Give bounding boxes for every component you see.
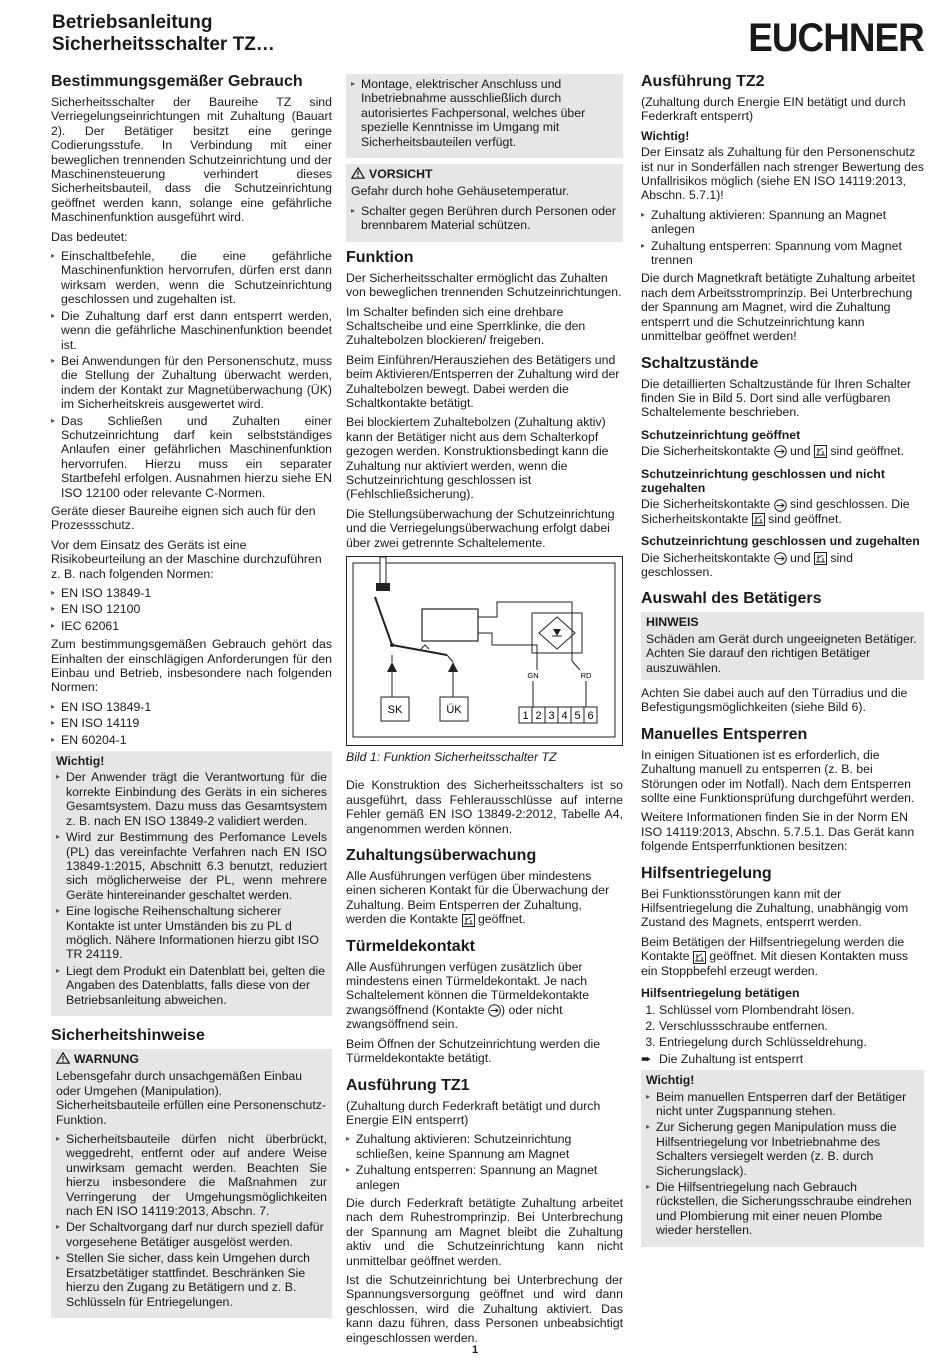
warning-box [51,1049,332,1318]
list-item: ▸ EN 60204-1 [51,733,332,747]
paragraph: Zum bestimmungsgemäßen Gebrauch gehört das Einhalten der einschlägigen Anforderungen für den Einbau und Betrieb, insbesondere nach folgenden Normen: [51,637,332,695]
list-item: ▸ Das Schließen und Zuhalten einer Schutzeinrichtung darf kein selbstständiges Anlaufen einer gefährlichen Maschinenfunktion hervorrufen. Hierzu muss ein separater Startbefehl erfolgen. Ausnahmen hierzu siehe EN ISO 12100 oder relevante C-Normen. [51,414,332,500]
gn-label: GN [527,671,539,681]
column-3 [641,68,924,1253]
document-title-line2: Sicherheitsschalter TZ… [52,34,275,55]
paragraph: Der Einsatz als Zuhaltung für den Personenschutz ist nur in Sonderfällen nach strenger Bewertung des Unfallrisikos möglich (siehe EN ISO 14119:2013, Abschn. 5.7.1)! [641,145,924,203]
lock-contact-symbol-icon [693,951,706,964]
heading-sicherheitshinweise: Sicherheitshinweise [51,1026,205,1044]
subheading-schutzeinrichtung-zugehalten: Schutzeinrichtung geschlossen und zugehalten [641,534,920,549]
subheading-hilfsentriegelung-betaetigen: Hilfsentriegelung betätigen [641,986,800,1001]
lock-contact-symbol-icon [814,552,827,565]
figure-caption: Bild 1: Funktion Sicherheitsschalter TZ [346,750,557,765]
positive-opening-symbol-icon [774,552,787,565]
paragraph: Weitere Informationen finden Sie in der Norm EN ISO 14119:2013, Abschn. 5.7.5.1. Das Gerät kann folgende Entsperrfunktionen besitzen: [641,810,915,854]
bullet-list [346,1132,623,1192]
euchner-logo: EUCHNER [748,16,924,60]
bullet-list [51,586,332,633]
list-item: ▸ EN ISO 13849-1 [51,700,332,714]
step-item: 1. Schlüssel vom Plombendraht lösen. [659,1003,924,1017]
heading-ausfuehrung-tz1: Ausführung TZ1 [346,1076,470,1094]
list-item: ▸ Eine logische Reihenschaltung sicherer Kontakte ist unter Umständen bis zu PL d möglich. Nähere Informationen hierzu gibt ISO TR 24119. [56,904,327,962]
list-item: ▸ Zuhaltung entsperren: Spannung an Magnet anlegen [346,1163,623,1192]
bullet-list [351,77,618,149]
positive-opening-symbol-icon [774,499,787,512]
document-title-line1: Betriebsanleitung [52,12,213,33]
list-item: ▸ Wird zur Bestimmung des Perfomance Levels (PL) das vereinfachte Verfahren nach EN ISO 13849-1:2015, Abschnitt 6.3 benutzt, reduziert sich möglicherweise der PL, wenn mehrere Geräte hintereinander geschaltet werden. [56,830,327,902]
bullet-list [646,1090,919,1238]
warning-title: WARNUNG [74,1051,139,1066]
list-item: ▸ EN ISO 14119 [51,716,332,730]
paragraph: Sicherheitsschalter der Baureihe TZ sind Verriegelungseinrichtungen mit Zuhaltung (Bauart 2). Der Betätiger besitzt eine geringe Codierungsstufe. In Verbindung mit einer beweglichen trennenden Schutzeinrichtung und der Maschinensteuerung verhindert dieses Sicherheitsbauteil, dass die Schutzeinrichtung geöffnet werden kann, solange eine gefährliche Maschinenfunktion ausgeführt wird. [51,95,332,225]
list-item: ▸ EN ISO 12100 [51,602,332,616]
heading-manuelles-entsperren: Manuelles Entsperren [641,725,808,743]
paragraph: Der Sicherheitsschalter ermöglicht das Zuhalten von beweglichen trennenden Schutzeinrichtungen. [346,270,622,300]
paragraph: Ist die Schutzeinrichtung bei Unterbrechung der Spannungsversorgung geöffnet und wird dann geschlossen, wird die Zuhaltung aktiviert. Das kann dazu führen, dass Personen unbeabsichtigt eingeschlossen werden. [346,1272,623,1345]
list-item: ▸ Zuhaltung aktivieren: Schutzeinrichtung schließen, keine Spannung am Magnet [346,1132,623,1161]
step-item: 2. Verschlussschraube entfernen. [659,1019,924,1033]
paragraph: Die durch Magnetkraft betätigte Zuhaltung arbeitet nach dem Arbeitsstromprinzip. Bei Unterbrechung der Spannung am Magnet, wird die Zuhaltung entsperrt und die Schutzeinrichtung kann unmittelbar geöffnet werden! [641,271,916,344]
terminal-label: 6 [587,710,594,723]
paragraph: Die Konstruktion des Sicherheitsschalters ist so ausgeführt, dass Fehlerausschlüsse auf interne Fehler gemäß EN ISO 13849-2:2012, Tabelle A4, angenommen werden können. [346,778,623,836]
bullet-list [51,700,332,747]
paragraph: Lebensgefahr durch unsachgemäßen Einbau oder Umgehen (Manipulation). Sicherheitsbauteile erfüllen eine Personenschutz-Funktion. [56,1069,327,1127]
paragraph: Die Sicherheitskontakte sind geschlossen. Die Sicherheitskontakte sind geöffnet. [641,497,910,526]
uk-label: ÜK [446,704,462,717]
paragraph: Die Sicherheitskontakte und sind geöffnet. [641,444,905,459]
bullet-list [641,208,924,268]
rd-label: RD [580,671,592,681]
caution-box [346,164,623,242]
list-item: ▸ Stellen Sie sicher, dass kein Umgehen durch Ersatzbetätiger stattfindet. Beschränken Sie hierzu den Zugang zu Betätigern und z. B. Schlüsseln für Entriegelungen. [56,1251,327,1309]
list-item: ▸ Die Hilfsentriegelung nach Gebrauch rückstellen, die Sicherungsschraube eindrehen und Plombierung mit einer neuen Plombe wieder herstellen. [646,1180,919,1238]
list-item: ▸ Einschaltbefehle, die eine gefährliche Maschinenfunktion hervorrufen, dürfen erst dann wirksam werden, wenn die Schutzeinrichtung geschlossen und zugehalten ist. [51,249,332,307]
paragraph: Alle Ausführungen verfügen über mindestens einen sicheren Kontakt für die Überwachung der Zuhaltung. Beim Entsperren der Zuhaltung, werden die Kontakte geöffnet. [346,869,610,927]
list-item: ▸ Montage, elektrischer Anschluss und Inbetriebnahme ausschließlich durch autorisiertes Fachpersonal, welches über spezielle Kenntnisse im Umgang mit Sicherheitsbauteilen verfügt. [351,77,618,149]
lock-contact-symbol-icon [752,513,765,526]
bullet-list [351,204,618,233]
paragraph: Geräte dieser Baureihe eignen sich auch für den Prozessschutz. [51,503,316,533]
paragraph: Alle Ausführungen verfügen zusätzlich über mindestens einen Türmeldekontakt. Je nach Schaltelement können die Türmeldekontakte zwangsöffnend (Kontakte ) oder nicht zwangsöffnend sein. [346,959,590,1032]
lock-contact-symbol-icon [814,445,827,458]
paragraph: Schäden am Gerät durch ungeeigneten Betätiger. Achten Sie darauf den richtigen Betätiger auszuwählen. [646,631,917,675]
paragraph: Beim Öffnen der Schutzeinrichtung werden die Türmeldekontakte betätigt. [346,1036,601,1066]
paragraph: Bei Funktionsstörungen kann mit der Hilfsentriegelung die Zuhaltung, unabhängig vom Zustand des Magnets, entsperrt werden. [641,886,909,930]
lock-contact-symbol-icon [462,914,475,927]
list-item: ▸ Sicherheitsbauteile dürfen nicht überbrückt, weggedreht, entfernt oder auf andere Weise unwirksam gemacht werden. Beachten Sie hierzu insbesondere die Maßnahmen zur Verringerung der Umgehungsmöglichkeiten nach EN ISO 14119:2013, Abschn. 7. [56,1132,327,1218]
list-item: ▸ Zur Sicherung gegen Manipulation muss die Hilfsentriegelung vor Inbetriebnahme des Schalters versiegelt werden (z. B. durch Sicherungslack). [646,1120,919,1178]
paragraph: Beim Betätigen der Hilfsentriegelung werden die Kontakte geöffnet. Mit diesen Kontakten muss ein Stoppbefehl erzeugt werden. [641,934,909,978]
terminal-label: 5 [574,710,581,723]
heading-hilfsentriegelung: Hilfsentriegelung [641,864,772,882]
important-note-title: Wichtig! [56,754,105,769]
page-number: 1 [471,1344,479,1356]
paragraph: Bei blockiertem Zuhaltebolzen (Zuhaltung aktiv) kann der Betätiger nicht aus dem Schalterkopf gezogen werden. Konstruktionsbedingt kann die Zuhaltung nur aktiviert werden, wenn die Schutzeinrichtung geschlossen ist (Fehlschließsicherung). [346,415,609,502]
terminal-label: 1 [522,710,529,723]
notice-title: HINWEIS [646,615,699,630]
column-2 [346,74,623,1350]
paragraph: In einigen Situationen ist es erforderlich, die Zuhaltung manuell zu entsperren (z. B. bei Störungen oder im Notfall). Nach dem Entsperren sollte eine Funktionsprüfung durchgeführt werden. [641,747,915,806]
paragraph: Achten Sie dabei auch auf den Türradius und die Befestigungsmöglichkeiten (siehe Bild 6). [641,686,908,715]
list-item: ▸ IEC 62061 [51,619,332,633]
function-diagram [346,556,623,746]
warning-triangle-icon [56,1052,70,1067]
bullet-list [56,770,327,1007]
heading-bestimmungsgemaesser-gebrauch: Bestimmungsgemäßer Gebrauch [51,73,303,90]
list-item: ▸ Beim manuellen Entsperren darf der Betätiger nicht unter Zugspannung stehen. [646,1090,919,1119]
steps-list [641,1003,924,1050]
list-item: ▸ Der Anwender trägt die Verantwortung für die korrekte Einbindung des Geräts in ein sicheres Gesamtsystem. Dazu muss das Gesamtsystem z. B. nach EN ISO 13849-2 validiert werden. [56,770,327,828]
paragraph: Die durch Federkraft betätigte Zuhaltung arbeitet nach dem Ruhestromprinzip. Bei Unterbrechung der Spannung am Magnet bleibt die Zuhaltung aktiv und die Schutzeinrichtung kann nicht unmittelbar geöffnet werden. [346,1195,623,1268]
important-note-title: Wichtig! [646,1073,695,1088]
paragraph: (Zuhaltung durch Energie EIN betätigt und durch Federkraft entsperrt) [641,95,906,124]
list-item: ▸ EN ISO 13849-1 [51,586,332,600]
heading-zuhaltungsueberwachung: Zuhaltungsüberwachung [346,847,537,865]
paragraph: Das bedeutet: [51,229,128,244]
switch-schematic [347,557,622,745]
subheading-schutzeinrichtung-geschlossen: Schutzeinrichtung geschlossen und nicht zugehalten [641,466,885,495]
positive-opening-symbol-icon [488,1004,501,1017]
list-item: ▸ Schalter gegen Berühren durch Personen oder brennbarem Material schützen. [351,204,618,233]
heading-funktion: Funktion [346,248,414,266]
bullet-list [56,1132,327,1309]
heading-tuermeldekontakt: Türmeldekontakt [346,937,475,955]
list-item: ▸ Bei Anwendungen für den Personenschutz, muss die Stellung der Zuhaltung überwacht werden, indem der Kontakt zur Magnetüberwachung (ÜK) im Sicherheitskreis ausgewertet wird. [51,354,332,412]
terminal-label: 3 [548,710,555,723]
important-note-box [641,1070,924,1246]
important-note-box [51,751,332,1016]
important-label: Wichtig! [641,128,690,143]
page-header [52,12,924,62]
subheading-schutzeinrichtung-geoeffnet: Schutzeinrichtung geöffnet [641,427,801,442]
step-item: 3. Entriegelung durch Schlüsseldrehung. [659,1035,924,1049]
paragraph: (Zuhaltung durch Federkraft betätigt und durch Energie EIN entsperrt) [346,1098,601,1127]
list-item: ▸ Die Zuhaltung darf erst dann entsperrt werden, wenn die gefährliche Maschinenfunktion beendet ist. [51,309,332,352]
terminal-label: 2 [535,710,542,723]
warning-box-continued [346,74,623,158]
list-item: ▸ Zuhaltung aktivieren: Spannung an Magnet anlegen [641,208,924,237]
sk-label: SK [387,704,403,717]
heading-ausfuehrung-tz2: Ausführung TZ2 [641,73,765,90]
result-line: ➨ Die Zuhaltung ist entsperrt [641,1052,924,1066]
list-item: ▸ Zuhaltung entsperren: Spannung vom Magnet trennen [641,239,924,268]
positive-opening-symbol-icon [774,445,787,458]
paragraph: Die detaillierten Schaltzustände für Ihren Schalter finden Sie in Bild 5. Dort sind alle verfügbaren Schaltelemente beschrieben. [641,376,911,420]
list-item: ▸ Der Schaltvorgang darf nur durch speziell dafür vorgesehene Betätiger ausgelöst werden. [56,1220,327,1249]
paragraph: Die Sicherheitskontakte und sind geschlossen. [641,550,853,579]
paragraph: Die Stellungsüberwachung der Schutzeinrichtung und die Verriegelungsüberwachung erfolgt dabei über zwei getrennte Schaltelemente. [346,506,615,550]
list-item: ▸ Liegt dem Produkt ein Datenblatt bei, gelten die Angaben des Datenblatts, falls diese von der Betriebsanleitung abweichen. [56,964,327,1007]
heading-schaltzustaende: Schaltzustände [641,354,759,372]
paragraph: Im Schalter befinden sich eine drehbare Schaltscheibe und eine Sperrklinke, die den Zuhaltebolzen blockieren/ freigeben. [346,304,586,348]
warning-triangle-icon [351,167,365,182]
paragraph: Gefahr durch hohe Gehäusetemperatur. [351,184,570,199]
heading-auswahl-betaetiger: Auswahl des Betätigers [641,590,822,608]
paragraph: Vor dem Einsatz des Geräts ist eine Risikobeurteilung an der Maschine durchzuführen z. B. nach folgenden Normen: [51,537,322,581]
column-1 [51,68,332,1324]
notice-box [641,612,924,680]
paragraph: Beim Einführen/Herausziehen des Betätigers und beim Aktivieren/Entsperren der Zuhaltung wird der Zuhaltebolzen bewegt. Dabei werden die Schaltkontakte betätigt. [346,352,620,410]
terminal-label: 4 [561,710,568,723]
bullet-list [51,249,332,500]
caution-title: VORSICHT [369,167,433,182]
